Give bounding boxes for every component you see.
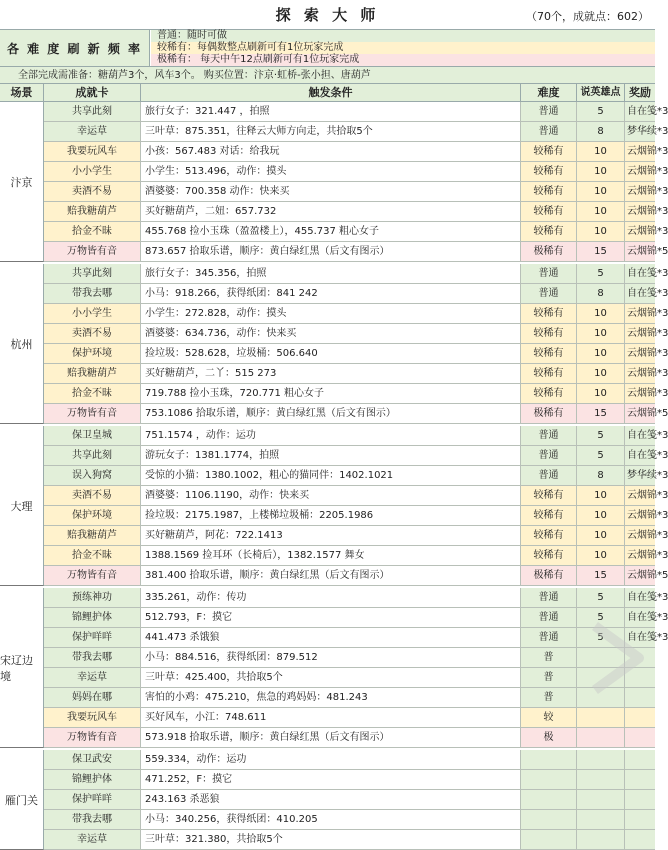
difficulty: 较稀有: [521, 506, 577, 525]
trigger-condition: 573.918 拾取乐谱，顺序：黄白绿红黑（后文有图示）: [141, 728, 521, 747]
reward: 云烟锦*5: [625, 404, 655, 423]
reward: 云烟锦*3: [625, 384, 655, 403]
difficulty: 较稀有: [521, 182, 577, 201]
hero-points: 10: [577, 324, 625, 343]
difficulty: 普通: [521, 608, 577, 627]
difficulty: 普: [521, 688, 577, 707]
frequency-label: 各 难 度 刷 新 频 率: [0, 30, 150, 66]
achievement-card-name: 卖酒不易: [44, 486, 141, 505]
hero-points: 10: [577, 506, 625, 525]
difficulty: 较稀有: [521, 486, 577, 505]
difficulty: 普通: [521, 588, 577, 607]
reward: 梦华续*3: [625, 122, 655, 141]
table-row: [44, 708, 655, 728]
trigger-condition: 243.163 杀恶狼: [141, 790, 521, 809]
difficulty: 较稀有: [521, 324, 577, 343]
reward: [625, 810, 655, 829]
hero-points: [577, 830, 625, 849]
reward: [625, 728, 655, 747]
difficulty: [521, 790, 577, 809]
scene-name: 宋辽边境: [0, 588, 44, 748]
hero-points: [577, 790, 625, 809]
reward: 自在笺*3: [625, 628, 655, 647]
hero-points: 5: [577, 446, 625, 465]
achievement-card-name: 带我去哪: [44, 284, 141, 303]
achievement-card-name: 幸运草: [44, 122, 141, 141]
achievement-card-name: 幸运草: [44, 830, 141, 849]
table-row: [44, 122, 668, 142]
page-title: 探 索 大 师: [275, 6, 380, 24]
trigger-condition: 旅行女子：345.356，拍照: [141, 264, 521, 283]
header-condition: 触发条件: [141, 84, 521, 101]
reward: 自在笺*3: [625, 264, 655, 283]
difficulty: 较稀有: [521, 202, 577, 221]
achievement-card-name: 拾金不昧: [44, 384, 141, 403]
difficulty: 普通: [521, 102, 577, 121]
difficulty: [521, 810, 577, 829]
achievement-card-name: 带我去哪: [44, 810, 141, 829]
hero-points: 10: [577, 304, 625, 323]
reward: 云烟锦*3: [625, 182, 655, 201]
table-row: [44, 404, 668, 424]
table-row: [44, 162, 668, 182]
hero-points: [577, 728, 625, 747]
table-row: [44, 344, 668, 364]
hero-points: [577, 770, 625, 789]
reward: 自在笺*3: [625, 588, 655, 607]
table-row: [44, 566, 668, 586]
table-row: [44, 242, 668, 262]
trigger-condition: 害怕的小鸡：475.210，焦急的鸡妈妈：481.243: [141, 688, 521, 707]
difficulty: 普通: [521, 122, 577, 141]
reward: 云烟锦*3: [625, 202, 655, 221]
table-row: [44, 384, 668, 404]
trigger-condition: 441.473 杀饿狼: [141, 628, 521, 647]
reward: [625, 830, 655, 849]
hero-points: [577, 708, 625, 727]
hero-points: 5: [577, 264, 625, 283]
trigger-condition: 酒婆婆：634.736，动作：快来买: [141, 324, 521, 343]
header-reward: 奖励: [629, 86, 651, 99]
table-row: [44, 728, 655, 748]
achievement-card-name: 赔我糖葫芦: [44, 526, 141, 545]
header-points: 说英雄点: [577, 84, 625, 101]
table-row: [44, 790, 655, 810]
table-row: [44, 770, 655, 790]
achievement-card-name: 保护环境: [44, 344, 141, 363]
table-row: [44, 222, 668, 242]
achievement-card-name: 赔我糖葫芦: [44, 202, 141, 221]
trigger-condition: 捡垃圾：2175.1987，上楼梯垃圾桶：2205.1986: [141, 506, 521, 525]
trigger-condition: 751.1574 ，动作：运功: [141, 426, 521, 445]
hero-points: 10: [577, 486, 625, 505]
achievement-card-name: 拾金不昧: [44, 222, 141, 241]
table-row: [44, 182, 668, 202]
achievement-card-name: 共享此刻: [44, 264, 141, 283]
hero-points: [577, 810, 625, 829]
table-row: [44, 486, 668, 506]
reward: [625, 750, 655, 769]
trigger-condition: 旅行女子：321.447 ，拍照: [141, 102, 521, 121]
hero-points: 10: [577, 384, 625, 403]
difficulty: 普: [521, 668, 577, 687]
table-row: [44, 588, 668, 608]
reward: 云烟锦*3: [625, 142, 655, 161]
reward: [625, 770, 655, 789]
achievement-card-name: 万物皆有音: [44, 566, 141, 585]
trigger-condition: 小学生：513.496，动作：摸头: [141, 162, 521, 181]
hero-points: 10: [577, 344, 625, 363]
achievement-card-name: 赔我糖葫芦: [44, 364, 141, 383]
table-header: [0, 84, 655, 102]
difficulty: 普通: [521, 628, 577, 647]
achievement-card-name: 小小学生: [44, 162, 141, 181]
achievement-card-name: 幸运草: [44, 668, 141, 687]
trigger-condition: 512.793，F：摸它: [141, 608, 521, 627]
reward: 云烟锦*5: [625, 242, 655, 261]
trigger-condition: 买好糖葫芦，二妞：657.732: [141, 202, 521, 221]
reward: 自在笺*3: [625, 608, 655, 627]
hero-points: 5: [577, 102, 625, 121]
difficulty: 极稀有: [521, 242, 577, 261]
trigger-condition: 捡垃圾：528.628，垃圾桶：506.640: [141, 344, 521, 363]
trigger-condition: 1388.1569 捡耳环（长椅后），1382.1577 舞女: [141, 546, 521, 565]
reward: 云烟锦*5: [625, 566, 655, 585]
difficulty: 较稀有: [521, 384, 577, 403]
table-row: [44, 648, 655, 668]
prep-note: 全部完成需准备：糖葫芦3个，风车3个。 购买位置：汴京·虹桥-张小担、唐葫芦: [0, 66, 655, 84]
frequency-block: [0, 30, 655, 66]
achievement-card-name: 保护咩咩: [44, 790, 141, 809]
trigger-condition: 471.252，F：摸它: [141, 770, 521, 789]
hero-points: 10: [577, 202, 625, 221]
reward: 云烟锦*3: [625, 222, 655, 241]
table-row: [44, 202, 668, 222]
table-row: [44, 304, 668, 324]
reward: 自在笺*3: [625, 102, 655, 121]
difficulty: 较稀有: [521, 546, 577, 565]
trigger-condition: 受惊的小猫：1380.1002，粗心的猫同伴：1402.1021: [141, 466, 521, 485]
difficulty: 普通: [521, 264, 577, 283]
trigger-condition: 873.657 拾取乐谱，顺序：黄白绿红黑（后文有图示）: [141, 242, 521, 261]
achievement-card-name: 共享此刻: [44, 102, 141, 121]
frequency-rare: 较稀有：每偶数整点刷新可有1位玩家完成: [151, 42, 655, 54]
achievement-card-name: 卖酒不易: [44, 182, 141, 201]
trigger-condition: 游玩女子：1381.1774，拍照: [141, 446, 521, 465]
trigger-condition: 小马：918.266，获得纸团：841 242: [141, 284, 521, 303]
table-row: [44, 608, 668, 628]
play-arrow-icon: [587, 618, 647, 698]
achievement-card-name: 保护咩咩: [44, 628, 141, 647]
hero-points: 5: [577, 426, 625, 445]
table-row: [44, 284, 668, 304]
difficulty: [521, 770, 577, 789]
reward: 云烟锦*3: [625, 526, 655, 545]
difficulty: 较: [521, 708, 577, 727]
trigger-condition: 381.400 拾取乐谱，顺序：黄白绿红黑（后文有图示）: [141, 566, 521, 585]
trigger-condition: 买好糖葫芦，阿花：722.1413: [141, 526, 521, 545]
trigger-condition: 719.788 捡小玉珠，720.771 粗心女子: [141, 384, 521, 403]
achievement-card-name: 保卫皇城: [44, 426, 141, 445]
table-row: [44, 506, 668, 526]
hero-points: [577, 750, 625, 769]
difficulty: 普通: [521, 426, 577, 445]
difficulty: [521, 830, 577, 849]
header-card: 成就卡: [44, 84, 141, 101]
achievement-card-name: 万物皆有音: [44, 404, 141, 423]
achievement-card-name: 我要玩风车: [44, 708, 141, 727]
difficulty: 普通: [521, 466, 577, 485]
reward: 云烟锦*3: [625, 506, 655, 525]
hero-points: 8: [577, 284, 625, 303]
hero-points: 10: [577, 222, 625, 241]
table-row: [44, 526, 668, 546]
scene-name: 大理: [0, 426, 44, 586]
achievement-card-name: 保护环境: [44, 506, 141, 525]
table-row: [44, 142, 668, 162]
achievement-card-name: 万物皆有音: [44, 242, 141, 261]
achievement-card-name: 带我去哪: [44, 648, 141, 667]
reward: 云烟锦*3: [625, 546, 655, 565]
reward: 自在笺*3: [625, 284, 655, 303]
difficulty: 较稀有: [521, 162, 577, 181]
reward: 云烟锦*3: [625, 162, 655, 181]
achievement-card-name: 卖酒不易: [44, 324, 141, 343]
achievement-card-name: 拾金不昧: [44, 546, 141, 565]
scene-name: 杭州: [0, 264, 44, 424]
table-row: [44, 546, 668, 566]
scene-name: 雁门关: [0, 750, 44, 850]
frequency-common: 普通：随时可做: [151, 30, 655, 42]
hero-points: 15: [577, 566, 625, 585]
reward: 自在笺*3: [625, 426, 655, 445]
difficulty: 普: [521, 648, 577, 667]
hero-points: 15: [577, 242, 625, 261]
difficulty: 极稀有: [521, 404, 577, 423]
trigger-condition: 335.261，动作：传功: [141, 588, 521, 607]
hero-points: 5: [577, 588, 625, 607]
trigger-condition: 三叶草：425.400，共拾取5个: [141, 668, 521, 687]
trigger-condition: 小孩：567.483 对话：给我玩: [141, 142, 521, 161]
trigger-condition: 小学生：272.828，动作：摸头: [141, 304, 521, 323]
difficulty: 较稀有: [521, 304, 577, 323]
achievement-card-name: 预练神功: [44, 588, 141, 607]
reward: 梦华续*3: [625, 466, 655, 485]
reward: 云烟锦*3: [625, 324, 655, 343]
header-difficulty: 难度: [521, 84, 577, 101]
achievement-card-name: 共享此刻: [44, 446, 141, 465]
trigger-condition: 小马：884.516，获得纸团：879.512: [141, 648, 521, 667]
achievement-card-name: 保卫武安: [44, 750, 141, 769]
table-row: [44, 830, 655, 850]
reward: 云烟锦*3: [625, 344, 655, 363]
reward: [625, 790, 655, 809]
table-row: [44, 426, 668, 446]
difficulty: 较稀有: [521, 364, 577, 383]
reward: 云烟锦*3: [625, 304, 655, 323]
trigger-condition: 酒婆婆：700.358 动作：快来买: [141, 182, 521, 201]
trigger-condition: 455.768 捡小玉珠（盈盈楼上），455.737 粗心女子: [141, 222, 521, 241]
difficulty: 较稀有: [521, 222, 577, 241]
achievement-card-name: 万物皆有音: [44, 728, 141, 747]
hero-points: 5: [577, 628, 625, 647]
table-row: [44, 810, 655, 830]
difficulty: 普通: [521, 446, 577, 465]
hero-points: 8: [577, 466, 625, 485]
difficulty: 较稀有: [521, 526, 577, 545]
difficulty: 极: [521, 728, 577, 747]
reward: [625, 708, 655, 727]
table-row: [44, 324, 668, 344]
reward: 云烟锦*3: [625, 486, 655, 505]
trigger-condition: 买好糖葫芦，二丫：515 273: [141, 364, 521, 383]
achievement-card-name: 锦鲤护体: [44, 608, 141, 627]
difficulty: 极稀有: [521, 566, 577, 585]
difficulty: 较稀有: [521, 344, 577, 363]
trigger-condition: 小马：340.256，获得纸团：410.205: [141, 810, 521, 829]
table-row: [44, 750, 655, 770]
hero-points: 10: [577, 546, 625, 565]
achievement-card-name: 误入狗窝: [44, 466, 141, 485]
hero-points: 5: [577, 608, 625, 627]
trigger-condition: 753.1086 拾取乐谱，顺序：黄白绿红黑（后文有图示）: [141, 404, 521, 423]
table-row: [44, 668, 655, 688]
table-row: [44, 628, 668, 648]
difficulty: 较稀有: [521, 142, 577, 161]
difficulty: [521, 750, 577, 769]
trigger-condition: 三叶草：321.380，共拾取5个: [141, 830, 521, 849]
hero-points: 8: [577, 122, 625, 141]
header-scene: 场景: [0, 84, 44, 101]
difficulty: 普通: [521, 284, 577, 303]
table-row: [44, 466, 668, 486]
hero-points: 10: [577, 364, 625, 383]
table-row: [44, 264, 668, 284]
hero-points: 10: [577, 182, 625, 201]
table-row: [44, 446, 668, 466]
hero-points: 10: [577, 162, 625, 181]
hero-points: 15: [577, 404, 625, 423]
hero-points: 10: [577, 142, 625, 161]
table-row: [44, 688, 655, 708]
table-row: [44, 364, 668, 384]
reward: 自在笺*3: [625, 446, 655, 465]
hero-points: 10: [577, 526, 625, 545]
table-row: [44, 102, 668, 122]
trigger-condition: 酒婆婆：1106.1190，动作：快来买: [141, 486, 521, 505]
reward: 云烟锦*3: [625, 364, 655, 383]
achievement-card-name: 妈妈在哪: [44, 688, 141, 707]
achievement-card-name: 我要玩风车: [44, 142, 141, 161]
trigger-condition: 买好风车，小江：748.611: [141, 708, 521, 727]
count-note: （70个，成就点：602）: [526, 10, 649, 23]
title-row: [0, 0, 655, 30]
trigger-condition: 三叶草：875.351，往释云大师方向走，共拾取5个: [141, 122, 521, 141]
frequency-very-rare: 极稀有： 每天中午12点刷新可有1位玩家完成: [151, 54, 655, 66]
achievement-card-name: 锦鲤护体: [44, 770, 141, 789]
trigger-condition: 559.334，动作：运功: [141, 750, 521, 769]
scene-name: 汴京: [0, 102, 44, 262]
achievement-card-name: 小小学生: [44, 304, 141, 323]
